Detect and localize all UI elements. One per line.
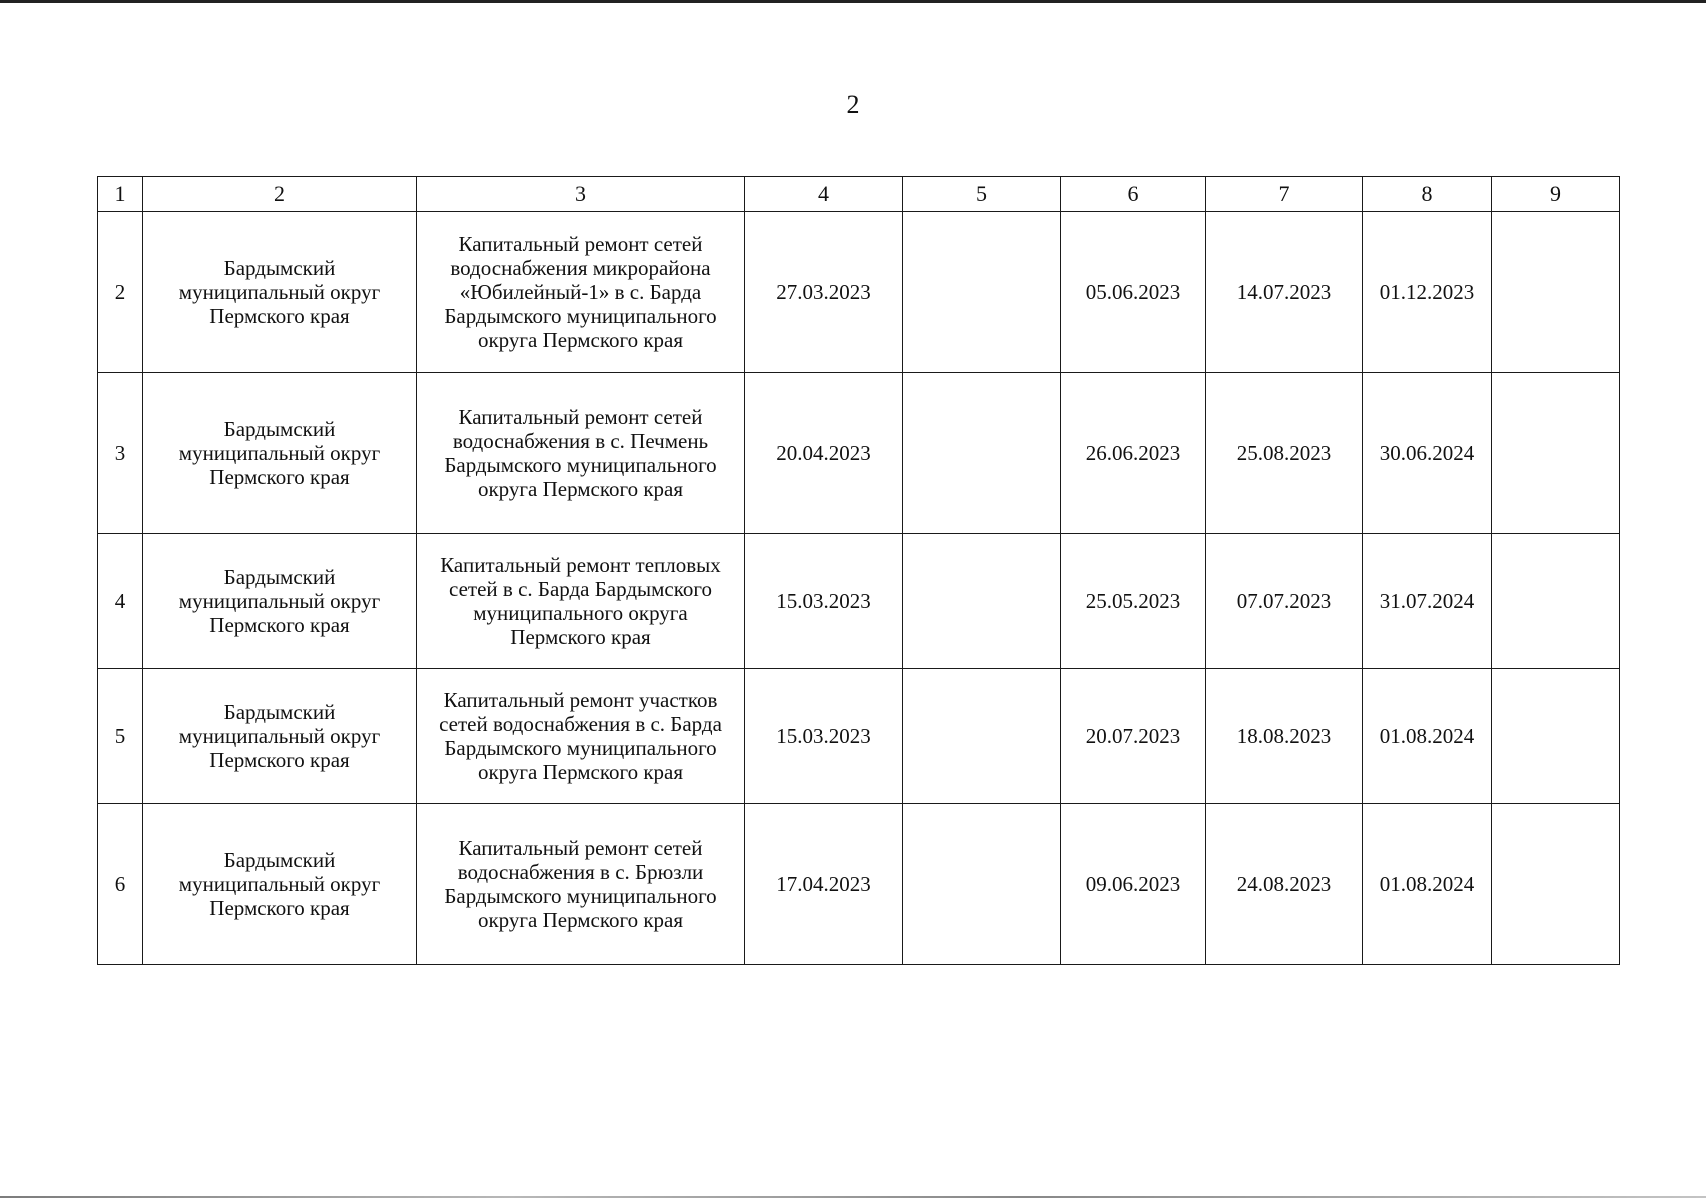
register-table [97,176,1620,965]
municipality-cell: Бардымский муниципальный округ Пермского края [143,534,417,669]
column-number: 3 [417,177,745,212]
date-cell-col8: 30.06.2024 [1363,373,1492,534]
object-cell: Капитальный ремонт сетей водоснабжения в с. Печмень Бардымского муниципального округа Пермского края [417,373,745,534]
empty-cell-col9 [1492,804,1620,965]
municipality-cell: Бардымский муниципальный округ Пермского края [143,212,417,373]
date-cell-col8: 01.08.2024 [1363,804,1492,965]
row-number: 4 [98,534,143,669]
date-cell-col6: 09.06.2023 [1061,804,1206,965]
column-number: 6 [1061,177,1206,212]
empty-cell-col9 [1492,669,1620,804]
column-number: 5 [903,177,1061,212]
object-cell: Капитальный ремонт участков сетей водоснабжения в с. Барда Бардымского муниципального округа Пермского края [417,669,745,804]
row-number: 6 [98,804,143,965]
column-number: 1 [98,177,143,212]
empty-cell-col9 [1492,373,1620,534]
empty-cell-col5 [903,373,1061,534]
scan-edge-top [0,0,1706,3]
date-cell-col8: 31.07.2024 [1363,534,1492,669]
column-number-row [98,177,1620,212]
empty-cell-col5 [903,212,1061,373]
date-cell-col7: 14.07.2023 [1206,212,1363,373]
object-cell: Капитальный ремонт тепловых сетей в с. Барда Бардымского муниципального округа Пермского края [417,534,745,669]
row-number: 5 [98,669,143,804]
empty-cell-col5 [903,669,1061,804]
empty-cell-col5 [903,804,1061,965]
object-cell: Капитальный ремонт сетей водоснабжения в с. Брюзли Бардымского муниципального округа Пермского края [417,804,745,965]
table-row [98,534,1620,669]
table-row [98,669,1620,804]
column-number: 8 [1363,177,1492,212]
date-cell-col4: 17.04.2023 [745,804,903,965]
date-cell-col4: 27.03.2023 [745,212,903,373]
scan-edge-bottom [0,1196,1706,1198]
date-cell-col6: 26.06.2023 [1061,373,1206,534]
empty-cell-col5 [903,534,1061,669]
date-cell-col8: 01.08.2024 [1363,669,1492,804]
date-cell-col7: 25.08.2023 [1206,373,1363,534]
row-number: 3 [98,373,143,534]
municipality-cell: Бардымский муниципальный округ Пермского края [143,804,417,965]
column-number: 2 [143,177,417,212]
date-cell-col4: 20.04.2023 [745,373,903,534]
date-cell-col7: 07.07.2023 [1206,534,1363,669]
date-cell-col8: 01.12.2023 [1363,212,1492,373]
date-cell-col6: 20.07.2023 [1061,669,1206,804]
object-cell: Капитальный ремонт сетей водоснабжения микрорайона «Юбилейный-1» в с. Барда Бардымского муниципального округа Пермского края [417,212,745,373]
column-number: 7 [1206,177,1363,212]
date-cell-col7: 24.08.2023 [1206,804,1363,965]
column-number: 9 [1492,177,1620,212]
date-cell-col6: 05.06.2023 [1061,212,1206,373]
row-number: 2 [98,212,143,373]
empty-cell-col9 [1492,212,1620,373]
empty-cell-col9 [1492,534,1620,669]
page-number: 2 [846,90,860,119]
table-row [98,804,1620,965]
table-row [98,212,1620,373]
column-number: 4 [745,177,903,212]
table-row [98,373,1620,534]
date-cell-col7: 18.08.2023 [1206,669,1363,804]
municipality-cell: Бардымский муниципальный округ Пермского края [143,669,417,804]
date-cell-col4: 15.03.2023 [745,534,903,669]
date-cell-col6: 25.05.2023 [1061,534,1206,669]
municipality-cell: Бардымский муниципальный округ Пермского края [143,373,417,534]
date-cell-col4: 15.03.2023 [745,669,903,804]
